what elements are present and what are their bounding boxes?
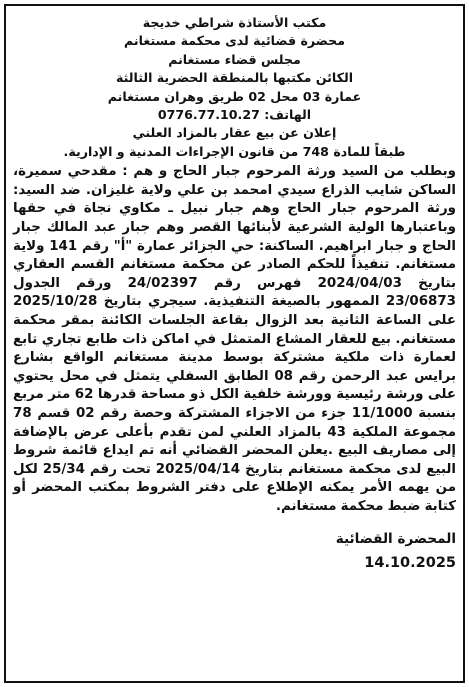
notice-title: إعلان عن بيع عقار بالمزاد العلني bbox=[132, 125, 337, 141]
office-address: عمارة 03 محل 02 طريق وهران مستغانم bbox=[107, 88, 362, 104]
notice-footer bbox=[13, 527, 456, 575]
notice-paragraph: وبطلب من السيد ورثة المرحوم جبار الحاج و هم : مقدحي سميرة، الساكن شايب الذراع سيدي امحمد بن علي ولاية غليزان. ضد السيد: ورثة المرحوم جبار الحاج وهم جبار نبيل ـ مكاوي نجاة في حقها وباعتبارها الولية الشرعية لأبنائها القصر وهم جبار عبد المالك جبار الحاج و جبار ابراهيم. الساكنة: حي الجزائر عمارة "أ" رقم 141 ولاية مستغانم. تنفيذاً للحكم الصادر عن محكمة مستغانم القسم العقاري بتاريخ 2024/04/03 فهرس رقم 24/02397 ورقم الجدول 23/06873 الممهور بالصيغة التنفيذية. سيجري بتاريخ 2025/10/28 على الساعة الثانية بعد الزوال بقاعة الجلسات الكائنة بمقر محكمة مستغانم. بيع للعقار المشاع المتمثل في اماكن ذات طابع تجاري تابع لعمارة ذات ملكية مشتركة بوسط مدينة مستغانم الواقع بشارع برايس عبد الرحمن رقم 08 الطابق السفلي يتمثل في محل يحتوي على ورشة رئيسية وورشة خلفية الكل ذو مساحة قدرها 62 متر مربع بنسبة 11/1000 جزء من الاجزاء المشتركة وحصة رقم 02 قسم 78 مجموعة الملكية 43 بالمزاد العلني لمن تقدم بأعلى عرض بالإضافة إلى مصاريف البيع .يعلن المحضر القضائي أنه تم ايداع قائمة شروط البيع لدى محكمة مستغانم بتاريخ 2025/04/14 تحت رقم 25/34 لكل من يهمه الأمر يمكنه الإطلاع على دفتر الشروط بمكتب المحضر أو كتابة ضبط محكمة مستغانم. bbox=[13, 164, 457, 514]
office-name: مكتب الأستاذة شراطي خديجة bbox=[142, 15, 327, 30]
court-council: مجلس قضاء مستغانم bbox=[168, 51, 301, 67]
notice-date: 14.10.2025 bbox=[364, 554, 456, 571]
signature-title: المحضرة القضائية bbox=[335, 530, 456, 547]
notice-header bbox=[13, 14, 456, 161]
legal-notice bbox=[4, 4, 465, 683]
notice-body bbox=[13, 163, 456, 516]
legal-reference: طبقاً للمادة 748 من قانون الإجراءات المدنية و الإدارية. bbox=[63, 143, 406, 159]
office-location: الكائن مكتبها بالمنطقة الحضرية الثالثة bbox=[115, 70, 354, 86]
bailiff-title: محضرة قضائية لدى محكمة مستغانم bbox=[124, 33, 345, 49]
office-phone: الهاتف: 0776.77.10.27 bbox=[157, 107, 312, 123]
